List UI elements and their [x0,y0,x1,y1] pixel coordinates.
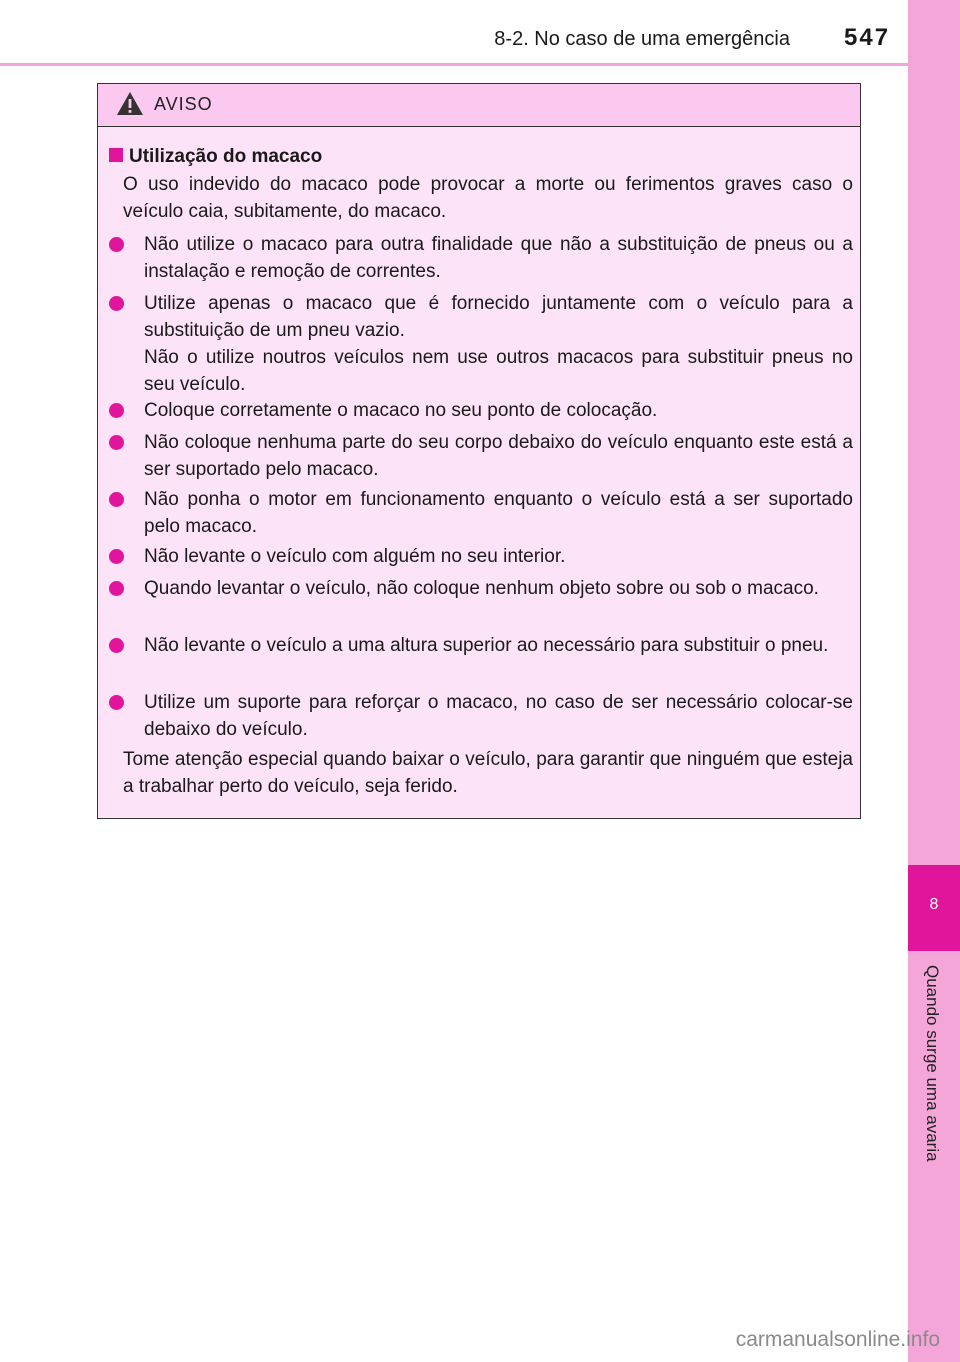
page-number: 547 [844,24,891,51]
warning-header [98,84,860,127]
header-section-title: 8-2. No caso de uma emergência [494,28,790,50]
warning-label: AVISO [154,94,213,114]
circle-bullet-icon [109,237,124,252]
list-item-text: Utilize apenas o macaco que é fornecido juntamente com o veículo para a substituição de um pneu vazio. [144,293,853,341]
section-title-text: Utilização do macaco [129,146,323,167]
list-item [109,543,853,570]
circle-bullet-icon [109,403,124,418]
list-item [109,429,853,483]
warning-box [97,83,861,819]
list-item-text: Não ponha o motor em funcionamento enquanto o veículo está a ser suportado pelo macaco. [144,489,853,537]
square-bullet-icon [109,148,123,162]
list-item-text: Coloque corretamente o macaco no seu ponto de colocação. [144,400,658,421]
list-item [109,486,853,540]
watermark: carmanualsonline.info [735,1328,940,1351]
circle-bullet-icon [109,695,124,710]
list-item-text: Não levante o veículo a uma altura superior ao necessário para substituir o pneu. [144,635,829,656]
list-item-continuation: Não o utilize noutros veículos nem use outros macacos para substituir pneus no seu veículo. [144,347,853,395]
section-heading [109,146,322,168]
circle-bullet-icon [109,435,124,450]
chapter-title: Quando surge uma avaria [923,965,942,1162]
intro-paragraph: O uso indevido do macaco pode provocar a morte ou ferimentos graves caso o veículo caia, subitamente, do macaco. [123,174,853,222]
circle-bullet-icon [109,581,124,596]
list-item [109,689,853,743]
header-rule [0,63,908,66]
list-item-text: Utilize um suporte para reforçar o macaco, no caso de ser necessário colocar-se debaixo do veículo. [144,692,853,740]
list-item [109,632,853,659]
list-item [109,231,853,285]
closing-paragraph: Tome atenção especial quando baixar o veículo, para garantir que ninguém que esteja a trabalhar perto do veículo, seja ferido. [123,749,853,797]
list-item [109,290,853,344]
circle-bullet-icon [109,296,124,311]
list-item-text: Quando levantar o veículo, não coloque nenhum objeto sobre ou sob o macaco. [144,578,819,599]
chapter-number: 8 [929,896,939,913]
list-item [109,575,853,602]
circle-bullet-icon [109,638,124,653]
list-item-text: Não levante o veículo com alguém no seu interior. [144,546,566,567]
circle-bullet-icon [109,549,124,564]
list-item-text: Não coloque nenhuma parte do seu corpo debaixo do veículo enquanto este está a ser suportado pelo macaco. [144,432,853,480]
circle-bullet-icon [109,492,124,507]
list-item-text: Não utilize o macaco para outra finalidade que não a substituição de pneus ou a instalação e remoção de correntes. [144,234,853,282]
chapter-side-tab [908,0,960,1362]
list-item [109,397,853,424]
warning-triangle-icon [116,91,144,116]
